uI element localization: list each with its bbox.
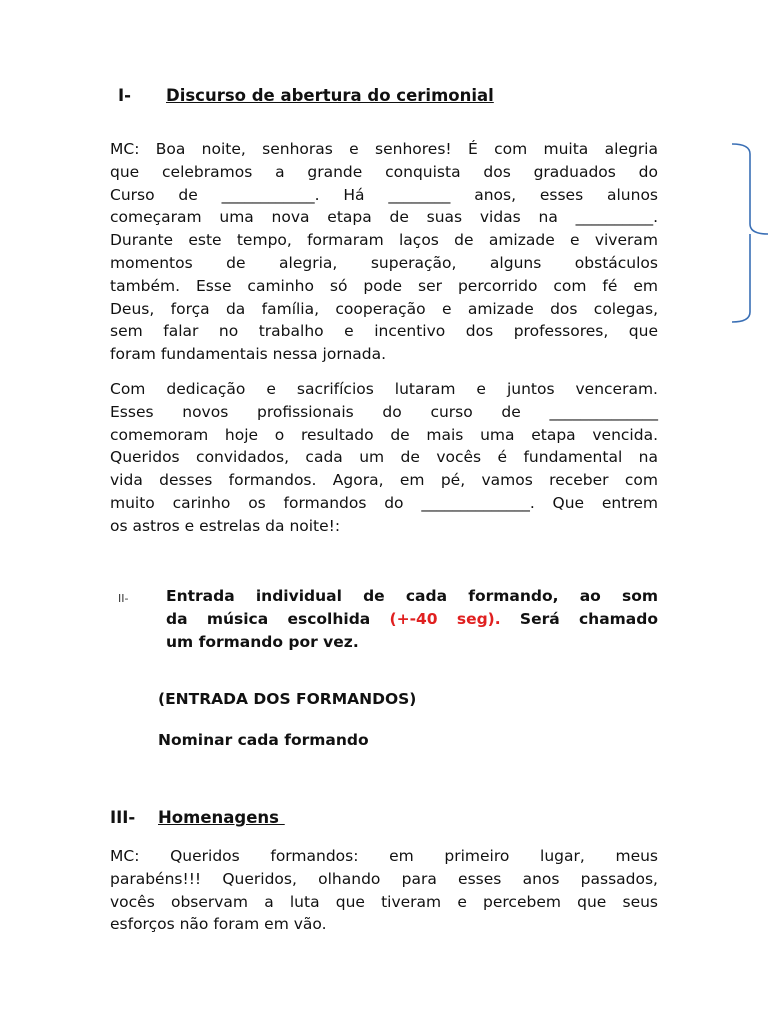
paragraph-line: esforços não foram em vão. xyxy=(110,915,327,934)
paragraph-line: comemoram hoje o resultado de mais uma etapa vencida. xyxy=(110,425,658,444)
nominar-heading: Nominar cada formando xyxy=(158,731,369,749)
paragraph-line: sem falar no trabalho e incentivo dos professores, que xyxy=(110,322,658,341)
paragraph-line: foram fundamentais nessa jornada. xyxy=(110,345,387,364)
section-1-number: I- xyxy=(118,86,131,105)
section-2-line-3: um formando por vez. xyxy=(166,633,359,651)
paragraph-line: muito carinho os formandos do ______________. Que entrem xyxy=(110,493,658,512)
paragraph-line: vida desses formandos. Agora, em pé, vamos receber com xyxy=(110,471,658,490)
paragraph-line: Curso de ____________. Há ________ anos, esses alunos xyxy=(110,185,658,204)
section-1-paragraph-2 xyxy=(110,378,658,538)
paragraph-line: Com dedicação e sacrifícios lutaram e juntos venceram. xyxy=(110,380,658,398)
right-bracket-icon xyxy=(726,140,768,330)
paragraph-line: os astros e estrelas da noite!: xyxy=(110,516,341,535)
paragraph-line: vocês observam a luta que tiveram e percebem que seus xyxy=(110,892,658,911)
section-2-text xyxy=(166,585,658,654)
section-1-title: Discurso de abertura do cerimonial xyxy=(166,86,494,105)
section-2-line-2-end: Será chamado xyxy=(500,610,659,628)
section-2-line-2 xyxy=(166,608,658,631)
section-3-title: Homenagens xyxy=(158,808,285,827)
paragraph-line: parabéns!!! Queridos, olhando para esses anos passados, xyxy=(110,869,658,888)
paragraph-line: Queridos convidados, cada um de vocês é fundamental na xyxy=(110,448,658,467)
section-2-number: II- xyxy=(118,592,129,605)
paragraph-line: Esses novos profissionais do curso de ______________ xyxy=(110,402,658,421)
section-3-paragraph-1 xyxy=(110,845,658,936)
section-2-line-2-start: da música escolhida xyxy=(166,610,390,628)
paragraph-line: Deus, força da família, cooperação e amizade dos colegas, xyxy=(110,299,658,318)
paragraph-line: também. Esse caminho só pode ser percorrido com fé em xyxy=(110,276,658,295)
section-3-number: III- xyxy=(110,808,136,827)
paragraph-line: MC: Boa noite, senhoras e senhores! É com muita alegria xyxy=(110,140,658,158)
duration-highlight: (+-40 seg). xyxy=(389,610,501,628)
paragraph-line: Durante este tempo, formaram laços de amizade e viveram xyxy=(110,231,658,250)
section-1-paragraph-1 xyxy=(110,138,658,366)
entrada-heading: (ENTRADA DOS FORMANDOS) xyxy=(158,690,417,708)
section-2-line-1: Entrada individual de cada formando, ao som xyxy=(166,587,658,605)
paragraph-line: MC: Queridos formandos: em primeiro lugar, meus xyxy=(110,847,658,865)
paragraph-line: começaram uma nova etapa de suas vidas na __________. xyxy=(110,208,658,227)
paragraph-line: momentos de alegria, superação, alguns obstáculos xyxy=(110,253,658,272)
paragraph-line: que celebramos a grande conquista dos graduados do xyxy=(110,162,658,181)
